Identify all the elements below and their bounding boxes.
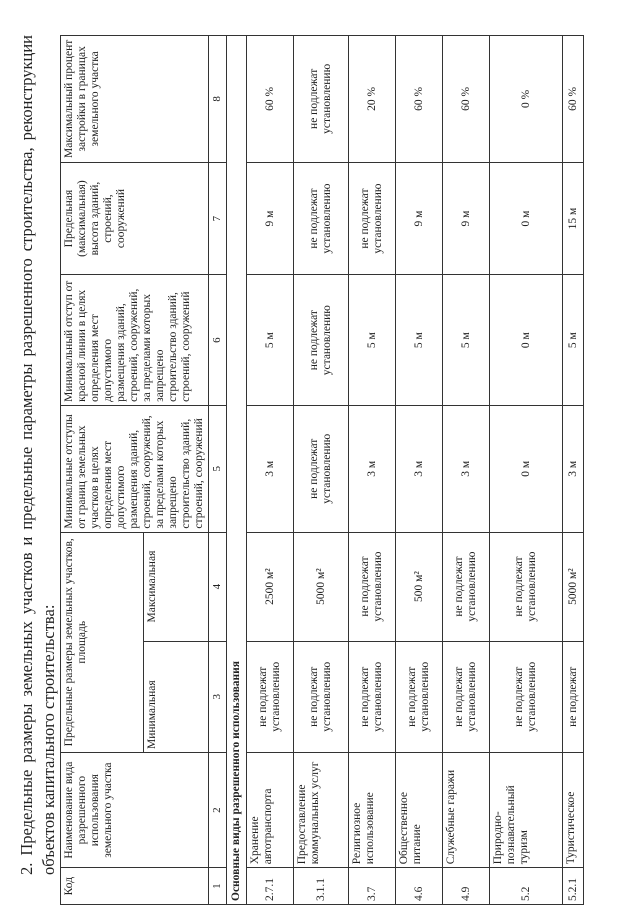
header-area-min: Минимальная [144, 641, 209, 752]
row-code: 5.2.1 [563, 868, 584, 905]
table-row [563, 36, 584, 905]
row-code: 3.1.1 [294, 868, 349, 905]
row-setback-boundary: 0 м [490, 405, 563, 532]
table-row [396, 36, 443, 905]
table-row [349, 36, 396, 905]
row-name: Религиозное использование [349, 753, 396, 868]
row-setback-boundary: 3 м [563, 405, 584, 532]
row-name: Природно-познавательный туризм [490, 753, 563, 868]
row-max-coverage: 20 % [349, 36, 396, 163]
row-max-coverage: 60 % [396, 36, 443, 163]
header-code: Код [61, 868, 209, 905]
row-setback-red-line: 0 м [490, 275, 563, 405]
row-min-area: не подлежат установлению [443, 641, 490, 752]
header-area-group: Предельные размеры земельных участков, площадь [61, 532, 144, 752]
column-number: 2 [209, 753, 227, 868]
row-min-area: не подлежат установлению [247, 641, 294, 752]
row-max-height: не подлежат установлению [294, 162, 349, 275]
row-code: 4.9 [443, 868, 490, 905]
row-code: 2.7.1 [247, 868, 294, 905]
column-number: 8 [209, 36, 227, 163]
row-setback-boundary: 3 м [247, 405, 294, 532]
row-setback-red-line: 5 м [396, 275, 443, 405]
header-area-max: Максимальная [144, 532, 209, 641]
row-min-area: не подлежат установлению [396, 641, 443, 752]
row-code: 5.2 [490, 868, 563, 905]
section-heading: 2. Предельные размеры земельных участков и предельные параметры разрешенного строительства, реконструкции объектов капитального строительства: [17, 35, 58, 875]
header-max-coverage: Максимальный процент застройки в границах земельного участка [61, 36, 209, 163]
row-max-area: не подлежат установлению [443, 532, 490, 641]
row-setback-red-line: 5 м [563, 275, 584, 405]
row-name: Служебные гаражи [443, 753, 490, 868]
table-row [490, 36, 563, 905]
row-setback-boundary: не подлежат установлению [294, 405, 349, 532]
row-name: Общественное питание [396, 753, 443, 868]
column-number: 6 [209, 275, 227, 405]
header-name: Наименование вида разрешенного использования земельного участка [61, 753, 209, 868]
table-row [247, 36, 294, 905]
row-max-area: 5000 м² [563, 532, 584, 641]
row-max-area: не подлежат установлению [490, 532, 563, 641]
row-max-area: 2500 м² [247, 532, 294, 641]
row-code: 4.6 [396, 868, 443, 905]
row-max-height: 15 м [563, 162, 584, 275]
row-max-height: 0 м [490, 162, 563, 275]
row-max-coverage: 60 % [563, 36, 584, 163]
header-max-height: Предельная (максимальная) высота зданий, строений, сооружений [61, 162, 209, 275]
column-number: 1 [209, 868, 227, 905]
table-body [247, 36, 584, 905]
row-setback-red-line: 5 м [349, 275, 396, 405]
row-min-area: не подлежат [563, 641, 584, 752]
row-max-coverage: не подлежат установлению [294, 36, 349, 163]
column-number: 5 [209, 405, 227, 532]
row-code: 3.7 [349, 868, 396, 905]
row-max-height: 9 м [396, 162, 443, 275]
header-setback-red-line: Минимальный отступ от красной линии в целях определения мест допустимого размещения зданий, строений, сооружений, за пределами которых запрещено строительство зданий, строений, сооружений [61, 275, 209, 405]
row-max-height: 9 м [247, 162, 294, 275]
row-setback-boundary: 3 м [349, 405, 396, 532]
row-min-area: не подлежат установлению [294, 641, 349, 752]
row-max-coverage: 60 % [247, 36, 294, 163]
table-row [294, 36, 349, 905]
row-max-height: не подлежат установлению [349, 162, 396, 275]
row-setback-boundary: 3 м [396, 405, 443, 532]
row-setback-red-line: 5 м [443, 275, 490, 405]
row-max-coverage: 60 % [443, 36, 490, 163]
row-max-area: не подлежат установлению [349, 532, 396, 641]
table-row [443, 36, 490, 905]
column-number: 7 [209, 162, 227, 275]
column-number: 3 [209, 641, 227, 752]
row-max-area: 5000 м² [294, 532, 349, 641]
row-setback-red-line: не подлежат установлению [294, 275, 349, 405]
row-max-coverage: 0 % [490, 36, 563, 163]
row-name: Предоставление коммунальных услуг [294, 753, 349, 868]
row-min-area: не подлежат установлению [490, 641, 563, 752]
parameters-table [60, 35, 584, 905]
row-max-area: 500 м² [396, 532, 443, 641]
row-max-height: 9 м [443, 162, 490, 275]
row-setback-boundary: 3 м [443, 405, 490, 532]
row-setback-red-line: 5 м [247, 275, 294, 405]
row-name: Хранение автотранспорта [247, 753, 294, 868]
section-title: Основные виды разрешенного использования [227, 36, 247, 905]
row-min-area: не подлежат установлению [349, 641, 396, 752]
column-number: 4 [209, 532, 227, 641]
header-setback-boundary: Минимальные отступы от границ земельных участков в целях определения мест допустимого размещения зданий, строений, сооружений, за пределами которых запрещено строительство зданий, строений, сооружений [61, 405, 209, 532]
row-name: Туристическое [563, 753, 584, 868]
